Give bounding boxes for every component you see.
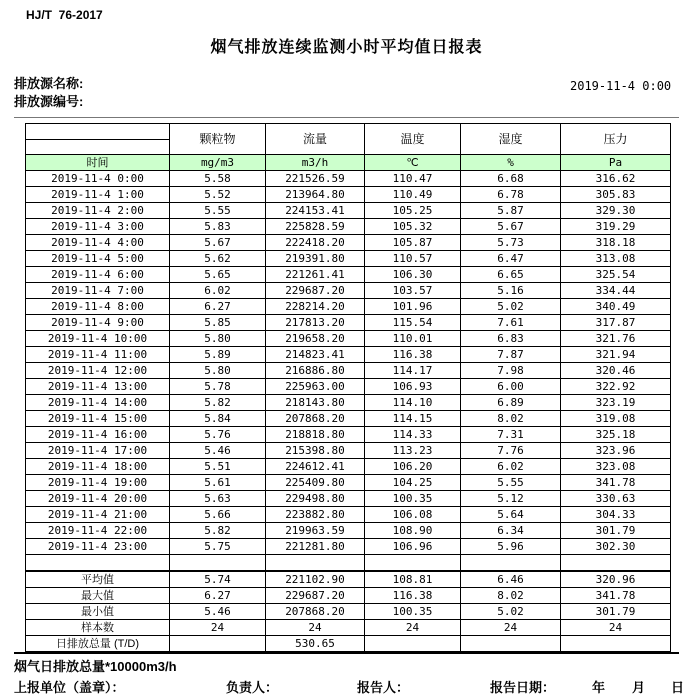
value-cell: 114.10 (365, 395, 461, 411)
summary-value (461, 636, 561, 652)
summary-value: 207868.20 (266, 604, 365, 620)
top-rule (14, 117, 679, 118)
source-id-label: 排放源编号: (14, 94, 84, 109)
value-cell: 216886.80 (266, 363, 365, 379)
value-cell: 323.96 (561, 443, 671, 459)
value-cell: 5.80 (170, 363, 266, 379)
summary-value: 6.27 (170, 588, 266, 604)
summary-row (26, 588, 671, 604)
value-cell: 6.02 (170, 283, 266, 299)
value-cell: 103.57 (365, 283, 461, 299)
table-row (26, 523, 671, 539)
table-row (26, 379, 671, 395)
value-cell: 334.44 (561, 283, 671, 299)
summary-value: 229687.20 (266, 588, 365, 604)
page-title: 烟气排放连续监测小时平均值日报表 (210, 39, 483, 56)
value-cell: 114.33 (365, 427, 461, 443)
value-cell: 318.18 (561, 235, 671, 251)
summary-value: 24 (266, 620, 365, 636)
value-cell: 104.25 (365, 475, 461, 491)
value-cell: 219963.59 (266, 523, 365, 539)
value-cell: 5.65 (170, 267, 266, 283)
value-cell: 301.79 (561, 523, 671, 539)
unit-header-row (26, 155, 671, 171)
value-cell: 224153.41 (266, 203, 365, 219)
time-cell: 2019-11-4 12:00 (26, 363, 170, 379)
summary-label: 最大值 (26, 588, 170, 604)
value-cell: 114.17 (365, 363, 461, 379)
value-cell: 110.49 (365, 187, 461, 203)
summary-value: 24 (461, 620, 561, 636)
value-cell: 6.27 (170, 299, 266, 315)
value-cell: 5.83 (170, 219, 266, 235)
value-cell: 217813.20 (266, 315, 365, 331)
time-cell: 2019-11-4 9:00 (26, 315, 170, 331)
report-date-label: 报告日期： (490, 680, 556, 695)
summary-row (26, 604, 671, 620)
value-cell: 224612.41 (266, 459, 365, 475)
table-row (26, 219, 671, 235)
value-cell: 5.76 (170, 427, 266, 443)
summary-label: 最小值 (26, 604, 170, 620)
summary-value: 320.96 (561, 571, 671, 588)
value-cell: 5.67 (170, 235, 266, 251)
spacer-cell (26, 555, 170, 572)
table-row (26, 171, 671, 187)
value-cell: 218143.80 (266, 395, 365, 411)
value-cell: 5.78 (170, 379, 266, 395)
time-cell: 2019-11-4 17:00 (26, 443, 170, 459)
table-row (26, 363, 671, 379)
month-label: 月 (632, 680, 646, 695)
time-cell: 2019-11-4 14:00 (26, 395, 170, 411)
value-cell: 106.30 (365, 267, 461, 283)
standard-number: HJ/T 76-2017 (26, 8, 103, 22)
time-cell: 2019-11-4 23:00 (26, 539, 170, 555)
value-cell: 105.25 (365, 203, 461, 219)
value-cell: 5.85 (170, 315, 266, 331)
data-rows (26, 171, 671, 555)
value-cell: 105.87 (365, 235, 461, 251)
table-row (26, 539, 671, 555)
summary-value: 24 (170, 620, 266, 636)
value-cell: 7.87 (461, 347, 561, 363)
value-cell: 7.31 (461, 427, 561, 443)
value-cell: 110.01 (365, 331, 461, 347)
value-cell: 5.46 (170, 443, 266, 459)
table-row (26, 299, 671, 315)
value-cell: 6.68 (461, 171, 561, 187)
unit-humidity: % (461, 155, 561, 171)
summary-label: 平均值 (26, 571, 170, 588)
value-cell: 229498.80 (266, 491, 365, 507)
value-cell: 218818.80 (266, 427, 365, 443)
value-cell: 5.58 (170, 171, 266, 187)
spacer-cell (461, 555, 561, 572)
value-cell: 219658.20 (266, 331, 365, 347)
value-cell: 5.66 (170, 507, 266, 523)
value-cell: 114.15 (365, 411, 461, 427)
summary-value: 341.78 (561, 588, 671, 604)
value-cell: 6.65 (461, 267, 561, 283)
table-row (26, 187, 671, 203)
header-blank-cell-top (26, 124, 170, 140)
col-header-flow: 流量 (266, 124, 365, 155)
header-blank-cell-bottom (26, 139, 170, 155)
time-cell: 2019-11-4 18:00 (26, 459, 170, 475)
table-row (26, 411, 671, 427)
value-cell: 6.02 (461, 459, 561, 475)
col-header-humidity: 湿度 (461, 124, 561, 155)
value-cell: 325.54 (561, 267, 671, 283)
value-cell: 108.90 (365, 523, 461, 539)
summary-row (26, 636, 671, 652)
value-cell: 5.63 (170, 491, 266, 507)
year-label: 年 (592, 680, 606, 695)
value-cell: 5.55 (170, 203, 266, 219)
value-cell: 214823.41 (266, 347, 365, 363)
summary-value: 116.38 (365, 588, 461, 604)
header-rows (26, 124, 671, 171)
summary-value: 301.79 (561, 604, 671, 620)
table-row (26, 491, 671, 507)
table-row (26, 315, 671, 331)
bottom-rule (14, 652, 679, 654)
table-row (26, 267, 671, 283)
value-cell: 321.76 (561, 331, 671, 347)
summary-value: 24 (365, 620, 461, 636)
value-cell: 225963.00 (266, 379, 365, 395)
table-row (26, 507, 671, 523)
value-cell: 5.61 (170, 475, 266, 491)
value-cell: 215398.80 (266, 443, 365, 459)
value-cell: 5.64 (461, 507, 561, 523)
value-cell: 207868.20 (266, 411, 365, 427)
summary-value: 5.74 (170, 571, 266, 588)
value-cell: 320.46 (561, 363, 671, 379)
value-cell: 221261.41 (266, 267, 365, 283)
value-cell: 213964.80 (266, 187, 365, 203)
value-cell: 5.16 (461, 283, 561, 299)
value-cell: 317.87 (561, 315, 671, 331)
value-cell: 221526.59 (266, 171, 365, 187)
value-cell: 225409.80 (266, 475, 365, 491)
value-cell: 325.18 (561, 427, 671, 443)
table-row (26, 235, 671, 251)
signature-line (14, 677, 685, 697)
table-row (26, 283, 671, 299)
value-cell: 101.96 (365, 299, 461, 315)
summary-value: 530.65 (266, 636, 365, 652)
source-id-line (14, 93, 679, 111)
time-cell: 2019-11-4 2:00 (26, 203, 170, 219)
spacer-cell (170, 555, 266, 572)
value-cell: 7.61 (461, 315, 561, 331)
value-cell: 5.73 (461, 235, 561, 251)
value-cell: 5.96 (461, 539, 561, 555)
time-cell: 2019-11-4 21:00 (26, 507, 170, 523)
spacer-row (26, 555, 671, 572)
value-cell: 6.34 (461, 523, 561, 539)
time-cell: 2019-11-4 16:00 (26, 427, 170, 443)
time-cell: 2019-11-4 7:00 (26, 283, 170, 299)
summary-value: 100.35 (365, 604, 461, 620)
spacer-cell (561, 555, 671, 572)
summary-value: 5.46 (170, 604, 266, 620)
value-cell: 5.89 (170, 347, 266, 363)
table-row (26, 203, 671, 219)
value-cell: 106.08 (365, 507, 461, 523)
value-cell: 110.47 (365, 171, 461, 187)
summary-row (26, 571, 671, 588)
value-cell: 321.94 (561, 347, 671, 363)
value-cell: 322.92 (561, 379, 671, 395)
summary-value: 108.81 (365, 571, 461, 588)
table-row (26, 427, 671, 443)
table-row (26, 443, 671, 459)
table-row (26, 331, 671, 347)
spacer-cell (365, 555, 461, 572)
col-header-pressure: 压力 (561, 124, 671, 155)
summary-rows (26, 571, 671, 652)
summary-value (561, 636, 671, 652)
time-cell: 2019-11-4 22:00 (26, 523, 170, 539)
value-cell: 116.38 (365, 347, 461, 363)
value-cell: 5.02 (461, 299, 561, 315)
value-cell: 5.84 (170, 411, 266, 427)
value-cell: 330.63 (561, 491, 671, 507)
value-cell: 115.54 (365, 315, 461, 331)
source-name-line (14, 75, 679, 93)
value-cell: 5.52 (170, 187, 266, 203)
value-cell: 106.96 (365, 539, 461, 555)
value-cell: 5.87 (461, 203, 561, 219)
time-cell: 2019-11-4 11:00 (26, 347, 170, 363)
summary-value: 24 (561, 620, 671, 636)
unit-particulate: mg/m3 (170, 155, 266, 171)
value-cell: 110.57 (365, 251, 461, 267)
meta-block (14, 75, 679, 111)
value-cell: 225828.59 (266, 219, 365, 235)
value-cell: 5.55 (461, 475, 561, 491)
value-cell: 5.12 (461, 491, 561, 507)
time-cell: 2019-11-4 8:00 (26, 299, 170, 315)
value-cell: 6.00 (461, 379, 561, 395)
value-cell: 219391.80 (266, 251, 365, 267)
time-cell: 2019-11-4 0:00 (26, 171, 170, 187)
value-cell: 7.98 (461, 363, 561, 379)
value-cell: 5.51 (170, 459, 266, 475)
value-cell: 6.78 (461, 187, 561, 203)
table-row (26, 395, 671, 411)
value-cell: 319.29 (561, 219, 671, 235)
time-cell: 2019-11-4 15:00 (26, 411, 170, 427)
summary-value (170, 636, 266, 652)
value-cell: 106.20 (365, 459, 461, 475)
value-cell: 106.93 (365, 379, 461, 395)
value-cell: 228214.20 (266, 299, 365, 315)
value-cell: 223882.80 (266, 507, 365, 523)
time-cell: 2019-11-4 1:00 (26, 187, 170, 203)
time-cell: 2019-11-4 19:00 (26, 475, 170, 491)
table-row (26, 459, 671, 475)
value-cell: 113.23 (365, 443, 461, 459)
report-datetime: 2019-11-4 0:00 (570, 79, 672, 93)
value-cell: 5.82 (170, 523, 266, 539)
time-cell: 2019-11-4 6:00 (26, 267, 170, 283)
time-cell: 2019-11-4 10:00 (26, 331, 170, 347)
day-label: 日 (671, 680, 685, 695)
summary-label: 日排放总量 (T/D) (26, 636, 170, 652)
value-cell: 340.49 (561, 299, 671, 315)
value-cell: 5.67 (461, 219, 561, 235)
spacer-cell (266, 555, 365, 572)
unit-pressure: Pa (561, 155, 671, 171)
summary-row (26, 620, 671, 636)
col-header-particulate: 颗粒物 (170, 124, 266, 155)
value-cell: 229687.20 (266, 283, 365, 299)
value-cell: 222418.20 (266, 235, 365, 251)
value-cell: 341.78 (561, 475, 671, 491)
value-cell: 302.30 (561, 539, 671, 555)
note-total-emission: 烟气日排放总量*10000m3/h (14, 659, 177, 674)
summary-value: 221102.90 (266, 571, 365, 588)
responsible-label: 负责人： (226, 680, 279, 695)
value-cell: 8.02 (461, 411, 561, 427)
time-cell: 2019-11-4 13:00 (26, 379, 170, 395)
time-cell: 2019-11-4 3:00 (26, 219, 170, 235)
value-cell: 329.30 (561, 203, 671, 219)
summary-label: 样本数 (26, 620, 170, 636)
time-column-header: 时间 (26, 155, 170, 171)
summary-value: 6.46 (461, 571, 561, 588)
value-cell: 305.83 (561, 187, 671, 203)
pollutant-header-row (26, 124, 671, 140)
summary-value: 5.02 (461, 604, 561, 620)
value-cell: 105.32 (365, 219, 461, 235)
value-cell: 323.19 (561, 395, 671, 411)
value-cell: 316.62 (561, 171, 671, 187)
value-cell: 5.80 (170, 331, 266, 347)
value-cell: 6.47 (461, 251, 561, 267)
value-cell: 100.35 (365, 491, 461, 507)
report-table (25, 123, 671, 652)
spacer-rows (26, 555, 671, 572)
reporter-label: 报告人： (357, 680, 410, 695)
value-cell: 6.89 (461, 395, 561, 411)
time-cell: 2019-11-4 5:00 (26, 251, 170, 267)
time-cell: 2019-11-4 20:00 (26, 491, 170, 507)
summary-value: 8.02 (461, 588, 561, 604)
value-cell: 7.76 (461, 443, 561, 459)
table-row (26, 475, 671, 491)
source-name-label: 排放源名称: (14, 76, 84, 91)
unit-temperature: ℃ (365, 155, 461, 171)
summary-value (365, 636, 461, 652)
value-cell: 323.08 (561, 459, 671, 475)
unit-flow: m3/h (266, 155, 365, 171)
value-cell: 5.82 (170, 395, 266, 411)
value-cell: 5.62 (170, 251, 266, 267)
report-unit-label: 上报单位（盖章）： (14, 680, 125, 695)
value-cell: 304.33 (561, 507, 671, 523)
value-cell: 319.08 (561, 411, 671, 427)
col-header-temperature: 温度 (365, 124, 461, 155)
value-cell: 6.83 (461, 331, 561, 347)
time-cell: 2019-11-4 4:00 (26, 235, 170, 251)
table-row (26, 251, 671, 267)
value-cell: 5.75 (170, 539, 266, 555)
value-cell: 221281.80 (266, 539, 365, 555)
table-row (26, 347, 671, 363)
value-cell: 313.08 (561, 251, 671, 267)
